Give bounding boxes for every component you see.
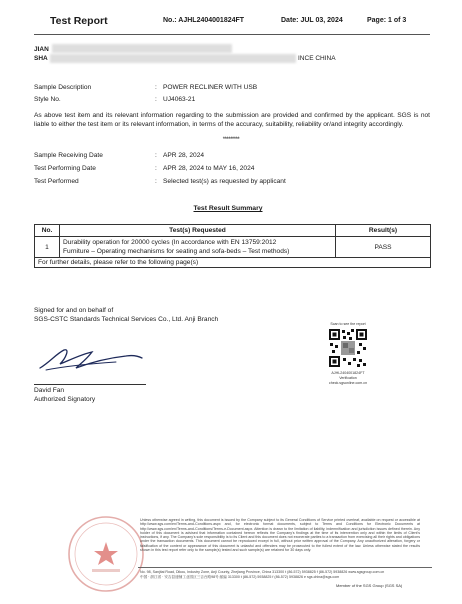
colon: : [155,152,157,159]
qr-code-block [323,322,373,370]
footer-divider [138,567,432,568]
report-number: No.: AJHL2404001824FT [163,17,245,24]
row-result: PASS [336,237,431,258]
qr-code[interactable] [328,328,368,368]
test-performed-value: Selected test(s) as requested by applicant [163,178,286,185]
applicant-address-line1: JIAN [34,46,49,53]
style-no-value: UJ4063-21 [163,96,196,103]
header-divider [34,34,430,35]
signed-line2: SGS-CSTC Standards Technical Services Co., Ltd. Anji Branch [34,316,219,323]
disclaimer-paragraph: As above test item and its relevant information regarding to the submission are provided and confirmed by the applicant. SGS is not liable to either the test item or its relevant information, in terms of the accuracy, suitability, reliability or/and integrity accordingly. [34,112,430,128]
separator-stars: ********* [222,137,240,143]
signature-line [34,384,146,385]
colon: : [155,84,157,91]
header-tests: Test(s) Requested [60,225,336,237]
signed-line1: Signed for and on behalf of [34,307,114,314]
redacted-address-line1 [52,44,232,53]
table-header-row [35,225,431,237]
sample-description-label: Sample Description [34,84,92,91]
handwritten-signature [36,340,146,380]
receiving-date-value: APR 28, 2024 [163,152,205,159]
further-details-note: For further details, please refer to the following page(s) [35,258,431,268]
qr-footer [323,371,373,386]
style-no-label: Style No. [34,96,61,103]
qr-caption: Scan to see the report [330,322,366,326]
page-number: Page: 1 of 3 [367,17,407,24]
performing-date-value: APR 28, 2024 to MAY 16, 2024 [163,165,255,172]
footer-address-cn: 中国 · 浙江省 · 安吉县递铺工业园区三吉台路98号 邮编 313300 t (86-572) 5938825 f (86-572) 5938826 e sgs.china@sgs.com [140,575,340,579]
redacted-address-line2 [50,54,296,63]
signer-role: Authorized Signatory [34,396,96,403]
header-no: No. [35,225,60,237]
header-results: Result(s) [336,225,431,237]
terms-fine-print: Unless otherwise agreed in writing, this document is issued by the Company subject to its General Conditions of Service printed overleaf, available on request or accessible at http://www.sgs.com/en/Terms-and-Conditions.aspx and, for electronic format documents, subject to Terms and Conditions for Electronic Documents at http://www.sgs.com/en/Terms-and-Conditions/Terms-e-Document.aspx. Attention is drawn to the limitation of liability, indemnification and jurisdiction issues defined therein. Any holder of this document is advised that information contained hereon reflects the Company's findings at the time of its intervention only and within the limits of Client's instructions, if any. The Company's sole responsibility is to its Client and this document does not exonerate parties to a transaction from exercising all their rights and obligations under the transaction documents. This document cannot be reproduced except in full, without prior written approval of the Company. Any unauthorized alteration, forgery or falsification of the content or appearance of this document is unlawful and offenders may be prosecuted to the fullest extent of the law. Unless otherwise stated the results shown in this test report refer only to the sample(s) tested and such sample(s) are retained for 30 days only. [140,518,420,553]
row-no: 1 [35,237,60,258]
applicant-address-line2-end: INCE CHINA [298,55,336,62]
qr-site: check.sgsonline.com.cn [328,381,368,385]
result-summary-table [34,224,431,268]
colon: : [155,165,157,172]
table-footer-row [35,258,431,268]
sample-description-value: POWER RECLINER WITH USB [163,84,258,91]
summary-title: Test Result Summary [193,205,263,212]
table-row [35,237,431,258]
row-test-line1: Durability operation for 20000 cycles (In accordance with EN 13759:2012 [63,239,277,246]
report-title: Test Report [50,15,108,27]
row-test-line2: Furniture – Operating mechanisms for seating and sofa-beds – Test methods) [63,248,290,255]
applicant-address-line2: SHA [34,55,48,62]
footer-address-en: No. 98, Sanjitai Road, Dikou, Industry Zone, Anji County, Zhejiang Province, China 313300 t (86-572) 5938825 f (86-572) 5938826 www.sgsgroup.com.cn [140,570,385,574]
report-header [0,10,462,34]
qr-verification: Verification [339,376,357,380]
colon: : [155,96,157,103]
receiving-date-label: Sample Receiving Date [34,152,103,159]
row-test [60,237,336,258]
test-performed-label: Test Performed [34,178,79,185]
report-date: Date: JUL 03, 2024 [281,17,343,24]
signer-name: David Fan [34,387,65,394]
performing-date-label: Test Performing Date [34,165,96,172]
company-seal [66,514,146,594]
colon: : [155,178,157,185]
qr-report-id: AJHL2404001824FT [331,371,365,375]
member-of-sgs: Member of the SGS Group (SGS SA) [336,583,403,588]
